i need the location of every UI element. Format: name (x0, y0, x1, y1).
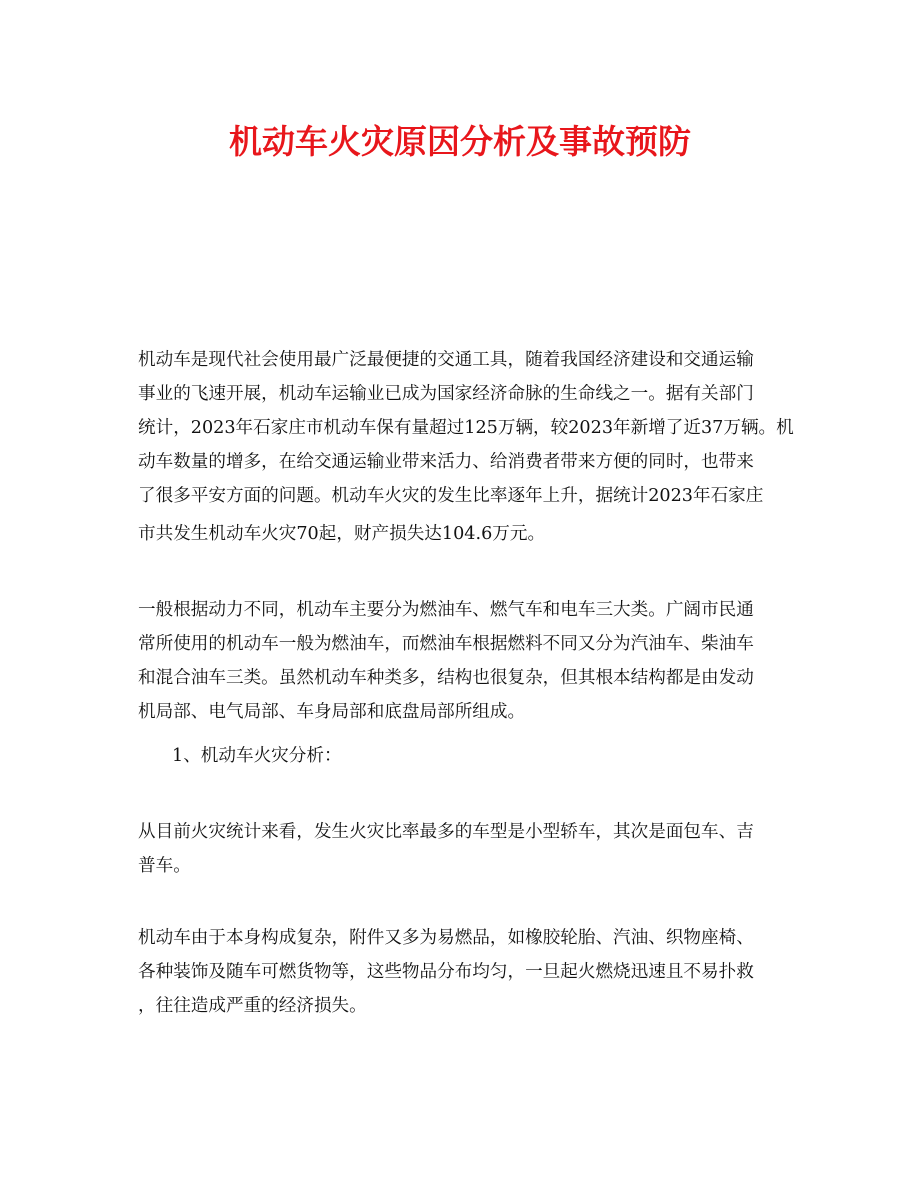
paragraph-line: 从目前火灾统计来看，发生火灾比率最多的车型是小型轿车，其次是面包车、吉 (138, 822, 754, 842)
paragraph-line: 了很多平安方面的问题。机动车火灾的发生比率逐年上升，据统计2023年石家庄 (138, 486, 764, 506)
paragraph-line: 普车。 (138, 856, 191, 876)
paragraph-line: 常所使用的机动车一般为燃油车，而燃油车根据燃料不同又分为汽油车、柴油车 (138, 634, 754, 654)
document-title: 机动车火灾原因分析及事故预防 (229, 122, 691, 161)
paragraph-line: ，往往造成严重的经济损失。 (138, 996, 367, 1016)
section-heading: 1、机动车火灾分析： (172, 746, 342, 766)
paragraph-line: 动车数量的增多，在给交通运输业带来活力、给消费者带来方便的同时，也带来 (138, 452, 754, 472)
paragraph-line: 各种装饰及随车可燃货物等，这些物品分布均匀，一旦起火燃烧迅速且不易扑救 (138, 962, 754, 982)
paragraph-line: 统计，2023年石家庄市机动车保有量超过125万辆，较2023年新增了近37万辆。机 (138, 418, 794, 438)
paragraph-line: 市共发生机动车火灾70起，财产损失达104.6万元。 (138, 524, 546, 544)
paragraph-line: 一般根据动力不同，机动车主要分为燃油车、燃气车和电车三大类。广阔市民通 (138, 600, 754, 620)
paragraph-line: 和混合油车三类。虽然机动车种类多，结构也很复杂，但其根本结构都是由发动 (138, 668, 754, 688)
paragraph-line: 事业的飞速开展，机动车运输业已成为国家经济命脉的生命线之一。据有关部门 (138, 384, 754, 404)
paragraph-line: 机动车是现代社会使用最广泛最便捷的交通工具，随着我国经济建设和交通运输 (138, 350, 754, 370)
paragraph-line: 机局部、电气局部、车身局部和底盘局部所组成。 (138, 702, 526, 722)
paragraph-line: 机动车由于本身构成复杂，附件又多为易燃品，如橡胶轮胎、汽油、织物座椅、 (138, 928, 754, 948)
